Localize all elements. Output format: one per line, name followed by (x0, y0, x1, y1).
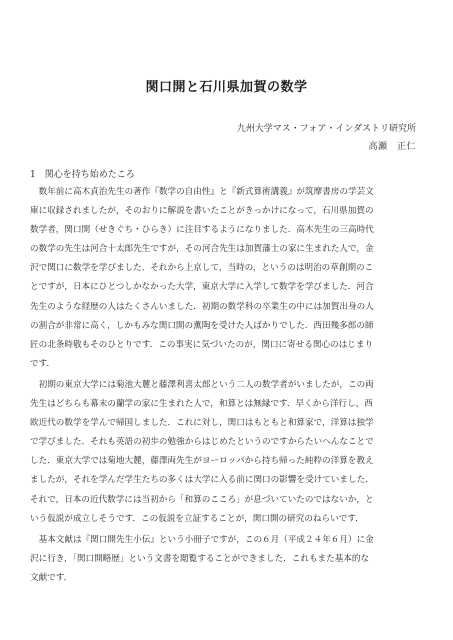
text-line: です． (30, 358, 56, 369)
text-line: の数学の先生は河合十太郎先生ですが，その河合先生は加賀藩士の家に生まれた人で，金 (30, 244, 374, 255)
text-line: で学びました．それも英語の初歩の勉強からはじめたというのですからたいへんなことで (30, 437, 374, 448)
text-line: 庫に収録されましたが，そのおりに解説を書いたことがきっかけになって，石川県加賀の (30, 206, 374, 217)
text-line: した．東京大学では菊地大麓，藤澤両先生がヨーロッパから持ち帰った純粋の洋算を教え (30, 456, 374, 467)
text-line: 初期の東京大学には菊池大麓と藤澤利喜太郎という二人の数学者がいましたが，この両 (30, 380, 374, 390)
body-paragraph-3 (30, 531, 425, 588)
text-line: の割合が非常に高く，しかもみな関口開の薫陶を受けた人ばかりでした．西田幾多郎の師 (30, 320, 374, 331)
text-line: それで，日本の近代数学には当初から「和算のこころ」が息づいていたのではないか，と (30, 494, 374, 505)
document-title: 関口開と石川県加賀の数学 (145, 80, 308, 95)
text-line: ましたが，それを学んだ学生たちの多くは大学に入る前に関口の影響を受けていました． (30, 475, 374, 486)
text-line: 沢で関口に数学を学びました．それから上京して，当時の，というのは明治の草創期のこ (30, 263, 374, 274)
text-line: 沢に行き，「関口開略歴」という文書を閲覧することができました．これもまた基本的な (30, 554, 370, 565)
author-name: 高瀬 正仁 (368, 142, 416, 152)
text-line: 欧近代の数学を学んで帰国しました．これに対し，関口はもともと和算家で，洋算は独学 (30, 418, 374, 429)
text-line: とですが，日本にひとつしかなかった大学，東京大学に入学して数学を学びました．河合 (30, 282, 374, 293)
text-line: 数年前に高木貞治先生の著作『数学の自由性』と『新式算術講義』が筑摩書房の学芸文 (30, 187, 374, 197)
text-line: 基本文献は『関口開先生小伝』という小冊子ですが，この６月（平成２４年６月）に金 (30, 535, 374, 545)
text-line: 先生はどちらも幕末の蘭学の家に生まれた人で，和算とは無縁です．早くから洋行し，西 (30, 399, 373, 410)
text-line: 文献です． (30, 573, 73, 584)
author-affiliation: 九州大学マス・フォア・インダストリ研究所 (236, 124, 416, 134)
body-paragraph-1 (30, 183, 425, 374)
text-line: 先生のような経歴の人はたくさんいました．初期の数学科の卒業生の中には加賀出身の人 (30, 301, 374, 312)
text-line: 匠の北条時敬もそのひとりです．この事実に気づいたのが，関口に寄せる関心のはじまり (30, 339, 374, 350)
body-paragraph-2 (30, 376, 425, 529)
section-heading: 1 関心を持ち始めたころ (30, 170, 135, 180)
text-line: いう仮説が成立しそうです．この仮説を立証することが，関口開の研究のねらいです． (30, 513, 364, 524)
text-line: 数学者，関口開（せきぐち・ひらき）に注目するようになりました．高木先生の三高時代 (30, 225, 374, 236)
